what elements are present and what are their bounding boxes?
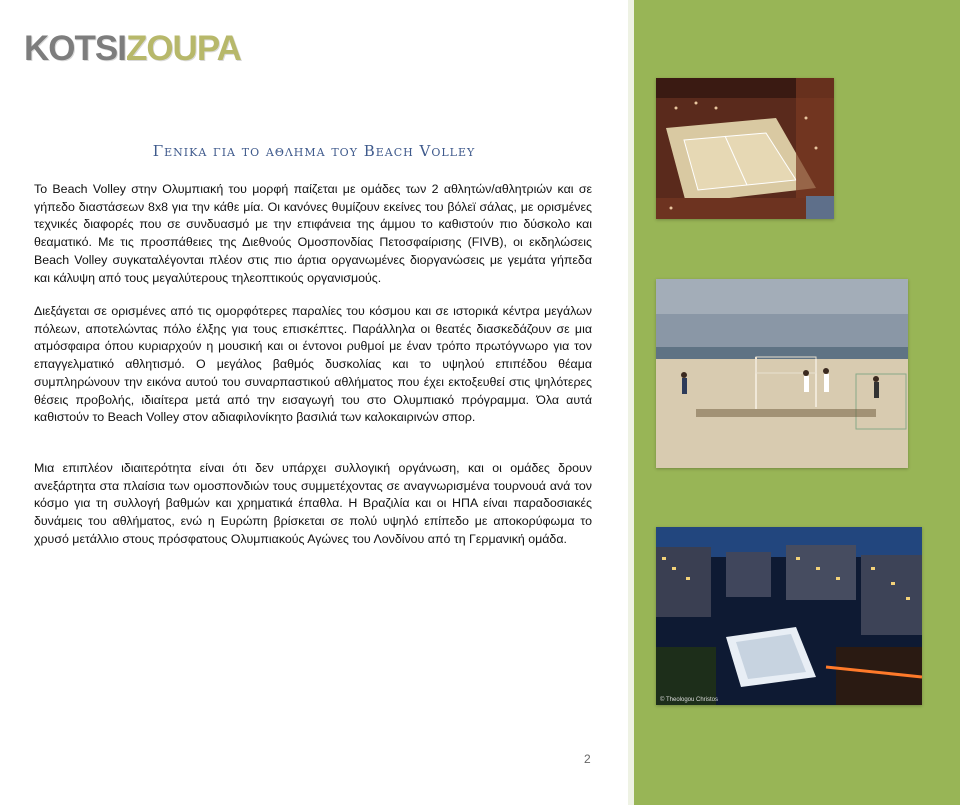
logo-part-kotsi: KOTSI [24,29,126,68]
paragraph-3: Μια επιπλέον ιδιαιτερότητα είναι ότι δεν υπάρχει συλλογική οργάνωση, και οι ομάδες δρουν ανεξάρτητα στα πλαίσια των ομοσπονδιών τους συμμετέχοντας σε αναγνωρισμένα τουρνουά ανά τον κόσμο για τη συλλογή βαθμών και χρηματικά έπαθλα. Η Βραζιλία και οι ΗΠΑ είναι παραδοσιακές δυνάμεις του αθλήματος, ενώ η Ευρώπη βρίσκεται σε πολύ υψηλό επίπεδο με αποκορύφωμα το χρυσό μετάλλιο στους πρόσφατους Ολυμπιακούς Αγώνες του Λονδίνου από τη Γερμανική ομάδα. [34,461,592,546]
section-title: Γενικα για το αθλημα του Beach Volley [152,142,476,160]
kotsizoupa-logo [24,28,241,70]
paragraph-2: Διεξάγεται σε ορισμένες από τις ομορφότερες παραλίες του κόσμου και σε ιστορικά κέντρα μεγάλων πόλεων, αποτελώντας πόλο έλξης για τους επισκέπτες. Παράλληλα οι θεατές διασκεδάζουν σε μια ατμόσφαιρα όπου κυριαρχούν η μουσική και οι έντονοι ρυθμοί με έναν τρόπο πρωτόγνωρο για τον επαγγελματικό αθλητισμό. Ο μεγάλος βαθμός δυσκολίας και το υψηλού επιπέδου θέαμα συμπληρώνουν την εικόνα αυτού του συναρπαστικού αθλήματος που έχει εκτοξευθεί στις ψηλότερες θέσεις προβολής, ιδιαίτερα μετά από την εισαγωγή του στο Ολυμπιακό πρόγραμμα. Όλα αυτά καθιστούν το Beach Volley στον αδιαφιλονίκητο βασιλιά των καλοκαιρινών σπορ. [34,304,592,425]
stadium-aerial-photo [656,78,834,219]
photo-credit: © Theologou Christos [660,697,719,703]
logo-part-zoupa: ZOUPA [125,29,241,68]
page-number: 2 [584,752,591,766]
paragraph-1: Το Beach Volley στην Ολυμπιακή του μορφή παίζεται με ομάδες των 2 αθλητών/αθλητριών και σε γήπεδο διαστάσεων 8x8 για την κάθε μία. Οι κανόνες θυμίζουν εκείνες του βόλεϊ σάλας, με ορισμένες τεχνικές διαφορές που σε συνδυασμό με την επιφάνεια της άμμου το καθιστούν πιο δύσκολο και θεαματικό. Με τις προσπάθειες της Διεθνούς Ομοσπονδίας Πετοσφαίρισης (FIVB), οι εκδηλώσεις Beach Volley συγκαταλέγονται πλέον στις πιο άρτια οργανωμένες διοργανώσεις με γεμάτα γήπεδα και κάλυψη από τους μεγαλύτερους τηλεοπτικούς οργανισμούς. [34,182,592,285]
beach-match-photo [656,279,908,468]
sidebar-divider [628,0,634,805]
night-city-court-photo [656,527,922,705]
